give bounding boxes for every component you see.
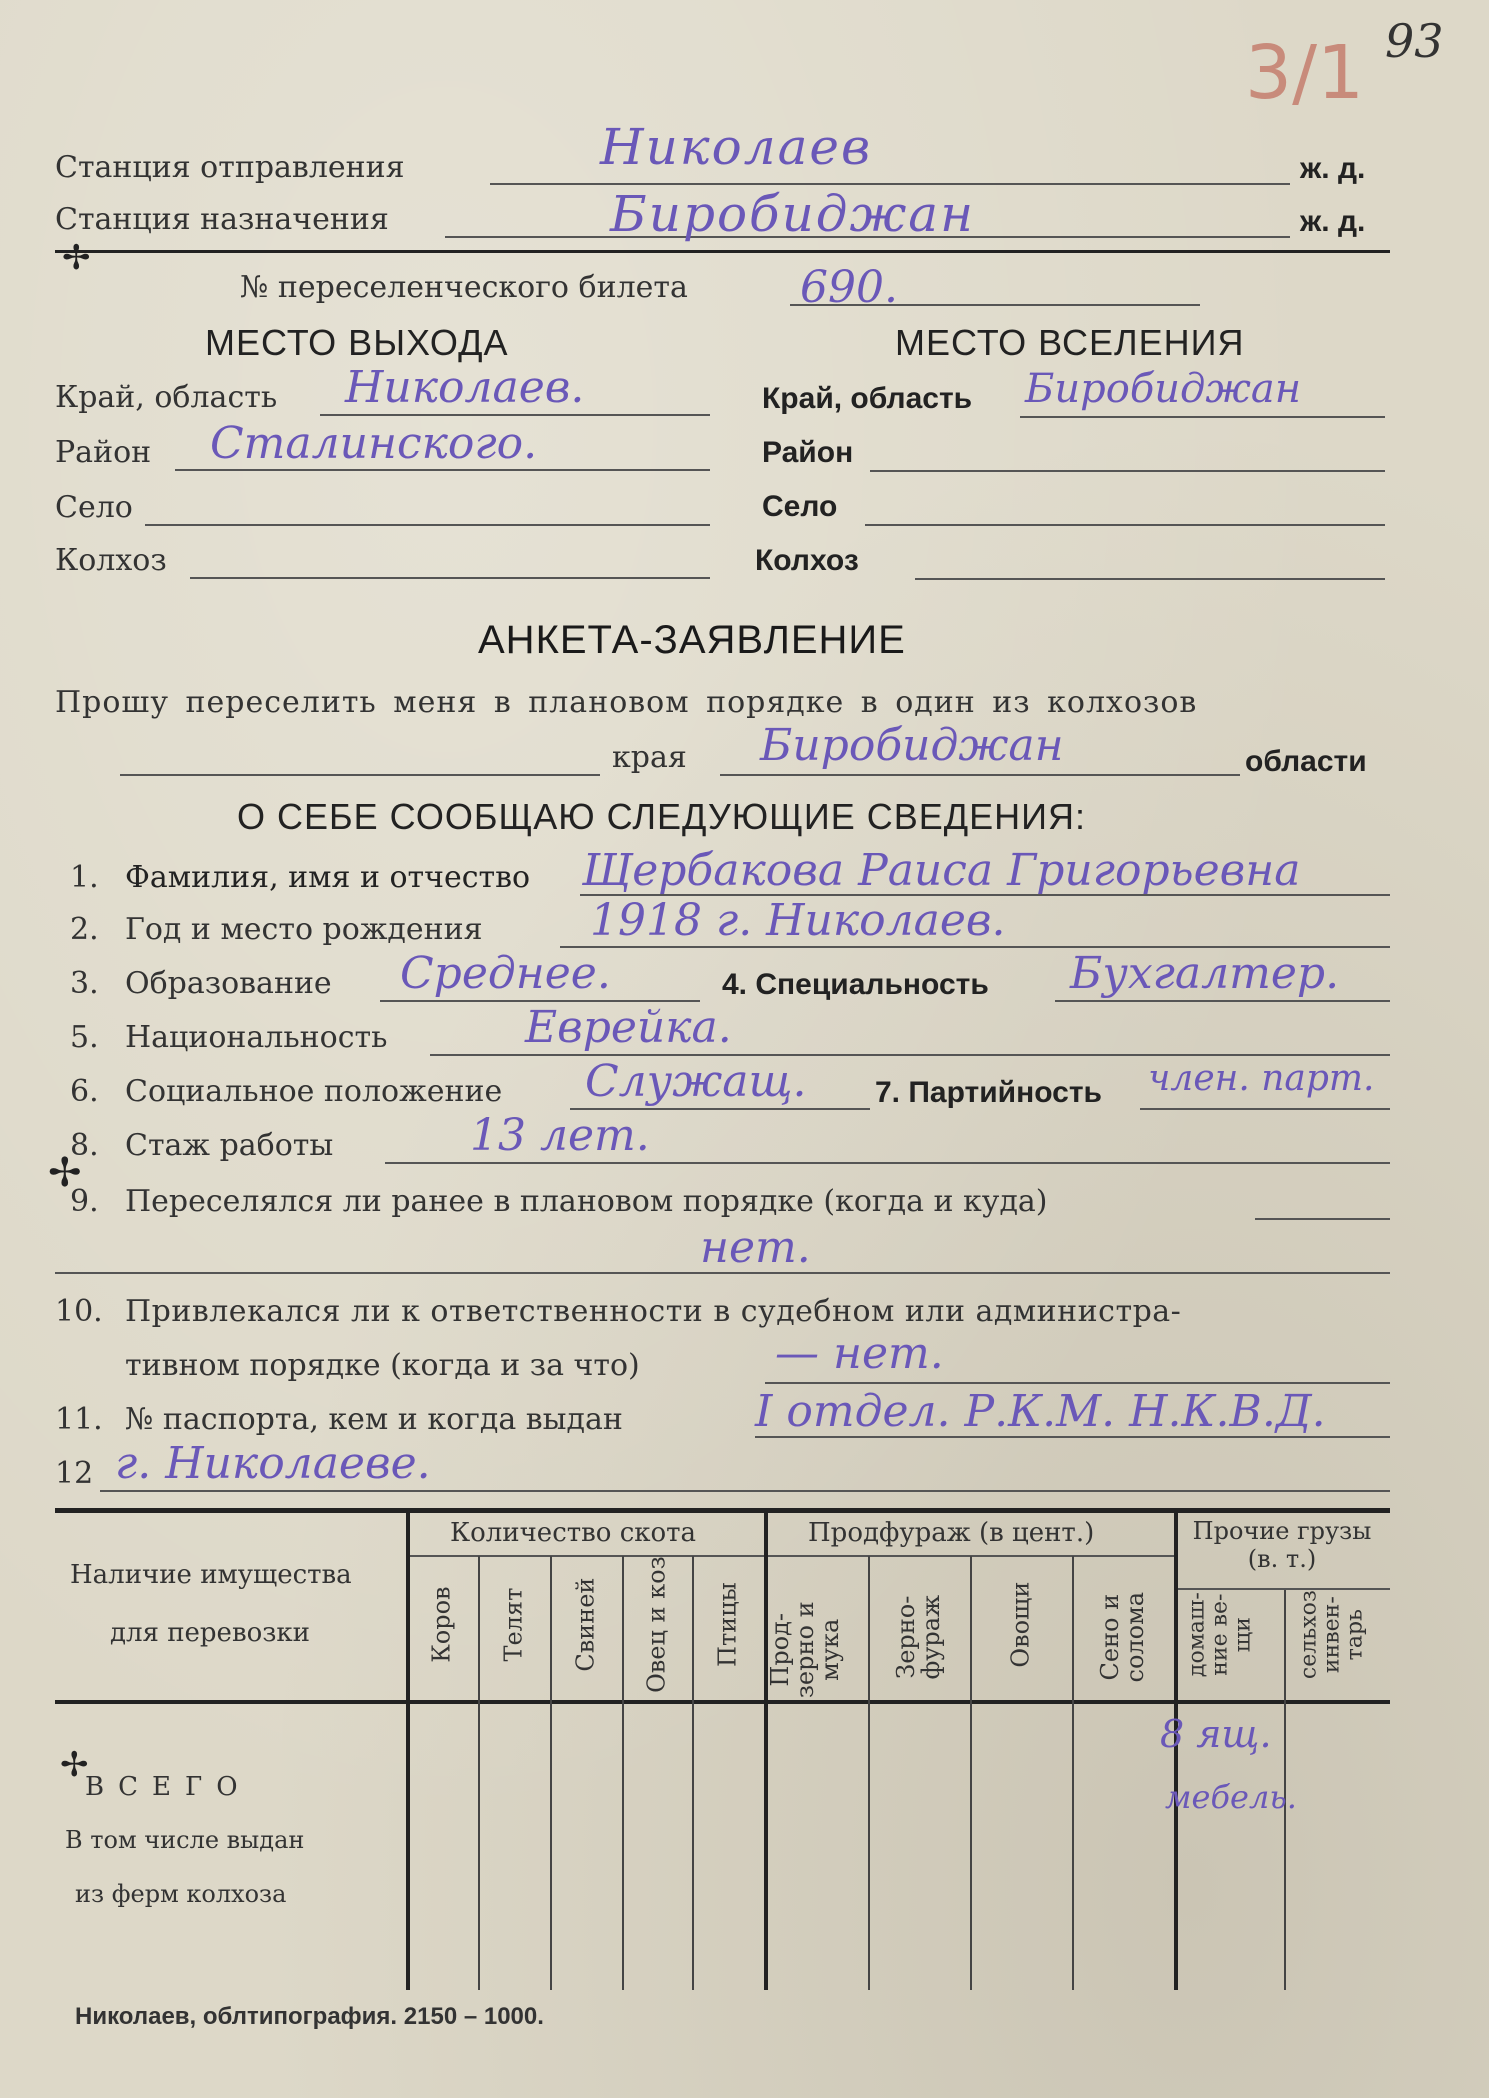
- printer-imprint: Николаев, облтипография. 2150 – 1000.: [75, 2003, 544, 2030]
- q4-label: 4. Специальность: [722, 968, 989, 1001]
- q8-label: Стаж работы: [125, 1128, 334, 1163]
- q11-value: I отдел. Р.К.М. Н.К.В.Д.: [755, 1386, 1326, 1437]
- q8-number: 8.: [70, 1128, 99, 1163]
- railway-suffix-1: ж. д.: [1300, 152, 1366, 185]
- origin-heading: МЕСТО ВЫХОДА: [205, 322, 509, 363]
- q1-label: Фамилия, имя и отчество: [125, 860, 531, 895]
- q3-value: Среднее.: [400, 948, 611, 999]
- group-other: Прочие грузы (в. т.): [1192, 1517, 1372, 1573]
- col-hay: Сено и солома: [1095, 1591, 1149, 1683]
- q10-value: — нет.: [775, 1328, 944, 1379]
- settlement-kolkhoz-label: Колхоз: [755, 544, 859, 577]
- col-birds: Птицы: [713, 1582, 742, 1667]
- request-text: Прошу переселить меня в плановом порядке в один из колхозов: [55, 685, 1198, 720]
- q1-value: Щербакова Раиса Григорьевна: [582, 845, 1301, 896]
- kray-value: Биробиджан: [760, 720, 1064, 771]
- departure-station-value: Николаев: [600, 118, 873, 176]
- origin-village-label: Село: [55, 490, 133, 525]
- origin-district-value: Сталинского.: [210, 418, 538, 469]
- q6-value: Служащ.: [585, 1056, 807, 1107]
- q3-label: Образование: [125, 966, 332, 1001]
- q11-label: № паспорта, кем и когда выдан: [125, 1402, 623, 1437]
- issued-label-1: В том числе выдан: [65, 1826, 305, 1854]
- q9-number: 9.: [70, 1184, 99, 1219]
- page-number: 93: [1385, 14, 1444, 68]
- q9-label: Переселялся ли ранее в плановом порядке (когда и куда): [125, 1184, 1048, 1219]
- binder-mark-2: ✢: [48, 1150, 82, 1196]
- issued-label-2: из ферм колхоза: [75, 1880, 287, 1908]
- origin-district-label: Район: [55, 435, 152, 470]
- q5-label: Национальность: [125, 1020, 388, 1055]
- col-calves: Телят: [499, 1587, 528, 1662]
- col-pigs: Свиней: [571, 1577, 600, 1672]
- q2-label: Год и место рождения: [125, 912, 483, 947]
- q1-number: 1.: [70, 860, 99, 895]
- q6-number: 6.: [70, 1074, 99, 1109]
- q7-label: 7. Партийность: [875, 1076, 1102, 1109]
- q2-value: 1918 г. Николаев.: [590, 895, 1006, 946]
- departure-station-label: Станция отправления: [55, 150, 405, 185]
- destination-station-value: Биробиджан: [610, 185, 976, 243]
- origin-region-label: Край, область: [55, 380, 278, 415]
- form-title: АНКЕТА-ЗАЯВЛЕНИЕ: [478, 618, 906, 662]
- q4-value: Бухгалтер.: [1070, 948, 1340, 999]
- col-agri: сельхоз инвен- тарь: [1296, 1590, 1368, 1680]
- q10-number: 10.: [55, 1294, 103, 1329]
- q7-value: член. парт.: [1148, 1058, 1375, 1099]
- col-grain: Прод- зерно и мука: [766, 1601, 845, 1699]
- q9-value: нет.: [700, 1222, 811, 1273]
- stamp-mark: 3/1: [1245, 30, 1365, 116]
- destination-station-label: Станция назначения: [55, 202, 389, 237]
- settlement-region-value: Биробиджан: [1025, 366, 1302, 412]
- col-cows: Коров: [427, 1586, 456, 1663]
- settlement-region-label: Край, область: [762, 382, 973, 415]
- household-value: 8 ящ.: [1160, 1712, 1272, 1756]
- settlement-heading: МЕСТО ВСЕЛЕНИЯ: [895, 322, 1245, 363]
- binder-mark-3: ✢: [60, 1745, 89, 1785]
- table-row-header-1: Наличие имущества: [70, 1560, 352, 1590]
- q8-value: 13 лет.: [470, 1110, 650, 1161]
- railway-suffix-2: ж. д.: [1300, 205, 1366, 238]
- total-label: ВСЕГО: [85, 1772, 252, 1802]
- origin-kolkhoz-label: Колхоз: [55, 543, 167, 578]
- q10-label2: тивном порядке (когда и за что): [125, 1348, 640, 1383]
- settlement-village-label: Село: [762, 490, 838, 523]
- oblast-label: области: [1245, 745, 1367, 778]
- binder-mark-1: ✢: [62, 238, 91, 278]
- col-household: домаш- ние ве- щи: [1184, 1592, 1256, 1678]
- q11-number: 11.: [55, 1402, 103, 1437]
- group-livestock: Количество скота: [450, 1518, 697, 1548]
- ticket-label: № переселенческого билета: [240, 270, 688, 305]
- col-vegetables: Овощи: [1006, 1581, 1035, 1668]
- settlement-district-label: Район: [762, 436, 854, 469]
- table-row-header-2: для перевозки: [110, 1618, 310, 1648]
- group-feed: Продфураж (в цент.): [808, 1518, 1095, 1548]
- origin-region-value: Николаев.: [345, 362, 585, 413]
- q6-label: Социальное положение: [125, 1074, 503, 1109]
- col-forage: Зерно- фураж: [891, 1594, 945, 1680]
- q12-number: 12: [55, 1456, 94, 1491]
- q2-number: 2.: [70, 912, 99, 947]
- q5-value: Еврейка.: [525, 1002, 732, 1053]
- col-sheep: Овец и коз: [642, 1556, 671, 1693]
- kray-label: края: [612, 740, 687, 775]
- q10-label: Привлекался ли к ответственности в судебном или администра-: [125, 1294, 1182, 1329]
- ticket-value: 690.: [800, 262, 898, 313]
- q12-value: г. Николаеве.: [115, 1438, 431, 1489]
- household-value-2: мебель.: [1165, 1778, 1297, 1816]
- about-heading: О СЕБЕ СООБЩАЮ СЛЕДУЮЩИЕ СВЕДЕНИЯ:: [237, 796, 1087, 837]
- q5-number: 5.: [70, 1020, 99, 1055]
- q3-number: 3.: [70, 966, 99, 1001]
